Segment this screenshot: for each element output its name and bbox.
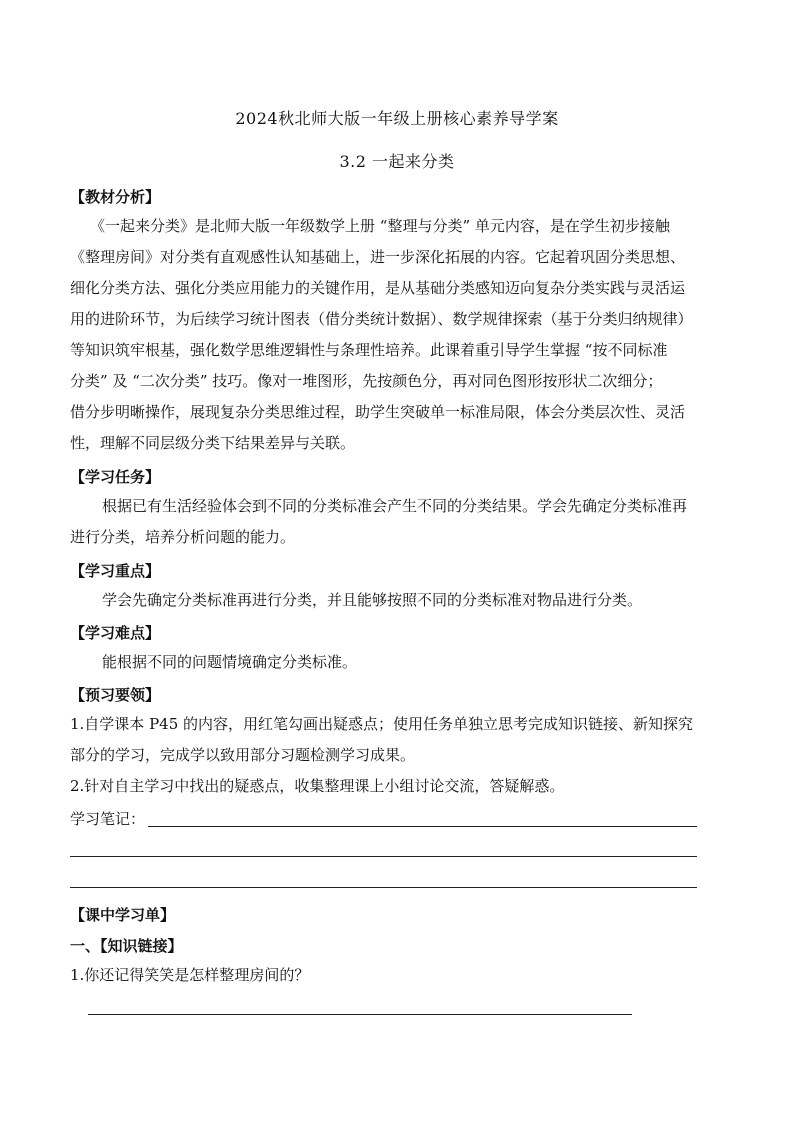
analysis-line-6: 分类” 及 “二次分类” 技巧。像对一堆图形，先按颜色分，再对同色图形按形状二次细分； <box>70 372 663 390</box>
focus-heading: 【学习重点】 <box>70 562 161 580</box>
analysis-line-7: 借分步明晰操作，展现复杂分类思维过程，助学生突破单一标准局限，体会分类层次性、灵活 <box>70 403 686 421</box>
notes-line-1[interactable] <box>148 826 697 827</box>
difficulty-heading: 【学习难点】 <box>70 624 161 642</box>
task-line-2: 进行分类，培养分析问题的能力。 <box>70 528 296 546</box>
focus-line: 学会先确定分类标准再进行分类，并且能够按照不同的分类标准对物品进行分类。 <box>102 591 643 609</box>
analysis-line-8: 性，理解不同层级分类下结果差异与关联。 <box>70 434 356 452</box>
question-1: 1.你还记得笑笑是怎样整理房间的？ <box>70 966 310 984</box>
lesson-title: 3.2 一起来分类 <box>339 152 455 171</box>
knowledge-link-heading: 一、【知识链接】 <box>70 937 183 955</box>
analysis-line-4: 用的进阶环节，为后续学习统计图表（借分类统计数据）、数学规律探索（基于分类归纳规律） <box>70 310 693 328</box>
difficulty-line: 能根据不同的问题情境确定分类标准。 <box>102 653 358 671</box>
preview-line-2: 部分的学习，完成学以致用部分习题检测学习成果。 <box>70 746 416 764</box>
task-heading: 【学习任务】 <box>70 468 161 486</box>
analysis-line-1: 《一起来分类》是北师大版一年级数学上册 “整理与分类” 单元内容，是在学生初步接触 <box>90 217 670 235</box>
preview-heading: 【预习要领】 <box>70 686 161 704</box>
analysis-line-2: 《整理房间》对分类有直观感性认知基础上，进一步深化拓展的内容。它起着巩固分类思想、 <box>70 248 686 266</box>
notes-label: 学习笔记： <box>70 810 146 828</box>
analysis-heading: 【教材分析】 <box>70 188 161 206</box>
notes-line-2[interactable] <box>70 856 697 857</box>
analysis-line-5: 等知识筑牢根基，强化数学思维逻辑性与条理性培养。此课着重引导学生掌握 “按不同标准 <box>70 341 668 359</box>
analysis-line-3: 细化分类方法、强化分类应用能力的关键作用，是从基础分类感知迈向复杂分类实践与灵活运 <box>70 279 686 297</box>
classroom-heading: 【课中学习单】 <box>70 906 176 924</box>
answer-line-1[interactable] <box>88 1014 632 1015</box>
preview-line-1: 1.自学课本 P45 的内容，用红笔勾画出疑惑点；使用任务单独立思考完成知识链接、新知探究 <box>70 715 694 733</box>
notes-line-3[interactable] <box>70 887 697 888</box>
document-title: 2024秋北师大版一年级上册核心素养导学案 <box>235 109 559 128</box>
task-line-1: 根据已有生活经验体会到不同的分类标准会产生不同的分类结果。学会先确定分类标准再 <box>102 497 688 515</box>
preview-line-3: 2.针对自主学习中找出的疑惑点，收集整理课上小组讨论交流，答疑解惑。 <box>70 777 565 795</box>
